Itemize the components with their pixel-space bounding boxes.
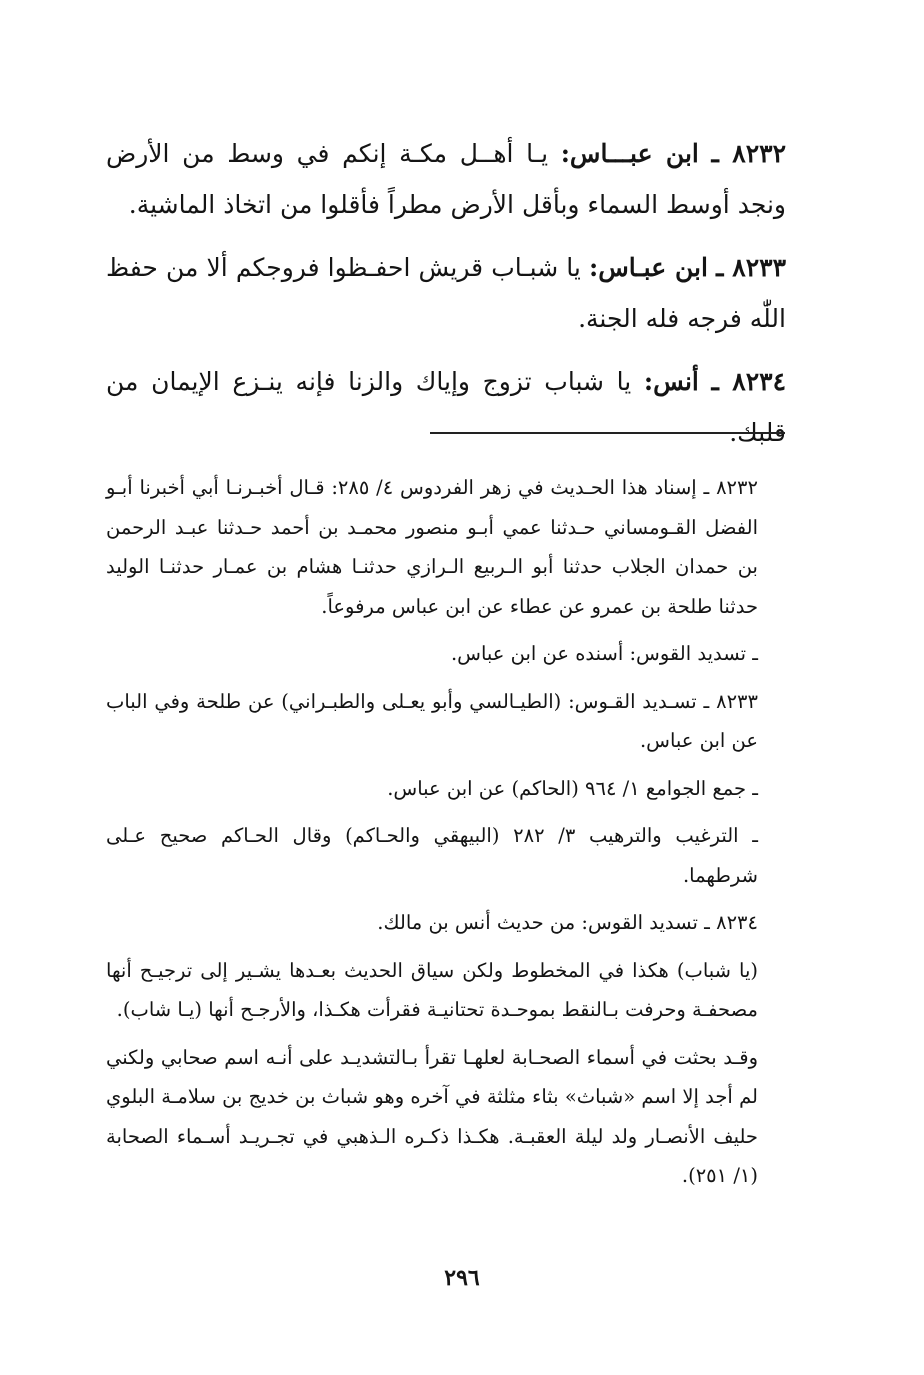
footnote-8233-targhib: ـ الترغيب والترهيب ٣/ ٢٨٢ (البيهقي والحـاكم) وقال الحـاكم صحيح عـلى شرطهما. (106, 824, 758, 887)
footnote-divider (430, 432, 785, 434)
entry-number: ٨٢٣٣ ـ (716, 253, 786, 282)
narrator-name: أنس: (643, 367, 699, 396)
entry-8233 (106, 242, 786, 344)
hadith-text: يـا أهــل مكـة إنكم في وسط من الأرض ونجد أوسط السماء وبأقل الأرض مطراً فأقلوا من اتخاذ الماشية. (106, 139, 786, 219)
hadith-text: يا شباب تزوج وإياك والزنا فإنه ينـزع الإيمان من قلبك. (106, 367, 786, 447)
narrator-name: ابن عبـــاس: (560, 139, 699, 168)
entry-8232 (106, 128, 786, 230)
footnote-8233-source: ٨٢٣٣ ـ تسـديد القـوس: (الطيـالسي وأبو يعـلى والطبـراني) عن طلحة وفي الباب عن ابن عباس. (106, 689, 758, 752)
main-text (106, 128, 786, 470)
footnote-8233-jami: ـ جمع الجوامع ١/ ٩٦٤ (الحاكم) عن ابن عباس. (387, 776, 758, 800)
footnote-8232-isnad: ٨٢٣٢ ـ إسناد هذا الحـديث في زهر الفردوس ٤/ ٢٨٥: قـال أخبـرنـا أبي أخبرنا أبـو الفضل القـومساني حـدثنا عمي أبـو منصور محمـد بن أحمد حـدثنا عبـد الرحمن بن حمدان الجلاب حدثنا أبو الـربيع الـرازي حدثنـا هشام بن عمـار حدثنـا الوليد حدثنا طلحة بن عمرو عن عطاء عن ابن عباس مرفوعاً. (106, 476, 758, 618)
entry-8234 (106, 356, 786, 458)
footnote-8234-research: وقـد بحثت في أسماء الصحـابة لعلهـا تقرأ بـالتشديـد على أنـه اسم صحابي ولكني لم أجد إلا اسم «شباث» بثاء مثلثة في آخره وهو شباث بن خديج بن سلامـة البلوي حليف الأنصـار ولد ليلة العقبـة. هكـذا ذكـره الـذهبي في تجـريـد أسـماء الصحابة (١/ ٢٥١). (106, 1045, 758, 1187)
entry-number: ٨٢٣٤ ـ (711, 367, 786, 396)
footnote-8234-source: ٨٢٣٤ ـ تسديد القوس: من حديث أنس بن مالك. (377, 911, 758, 934)
narrator-name: ابن عبـاس: (588, 253, 708, 282)
hadith-text: يا شبـاب قريش احفـظوا فروجكم ألا من حفظ اللّٰه فرجه فله الجنة. (106, 253, 786, 333)
footnote-8234-comment: (يا شباب) هكذا في المخطوط ولكن سياق الحديث بعـدها يشـير إلى ترجيـح أنها مصحفـة وحرفت بـالنقط بموحـدة تحتانيـة فقرأت هكـذا، والأرجـح أنها (يـا شاب). (106, 958, 758, 1021)
footnote-8232-source: ـ تسديد القوس: أسنده عن ابن عباس. (450, 642, 758, 665)
footnotes (106, 468, 786, 1204)
entry-number: ٨٢٣٢ ـ (711, 139, 787, 168)
page-number: ٢٩٦ (444, 1265, 480, 1291)
